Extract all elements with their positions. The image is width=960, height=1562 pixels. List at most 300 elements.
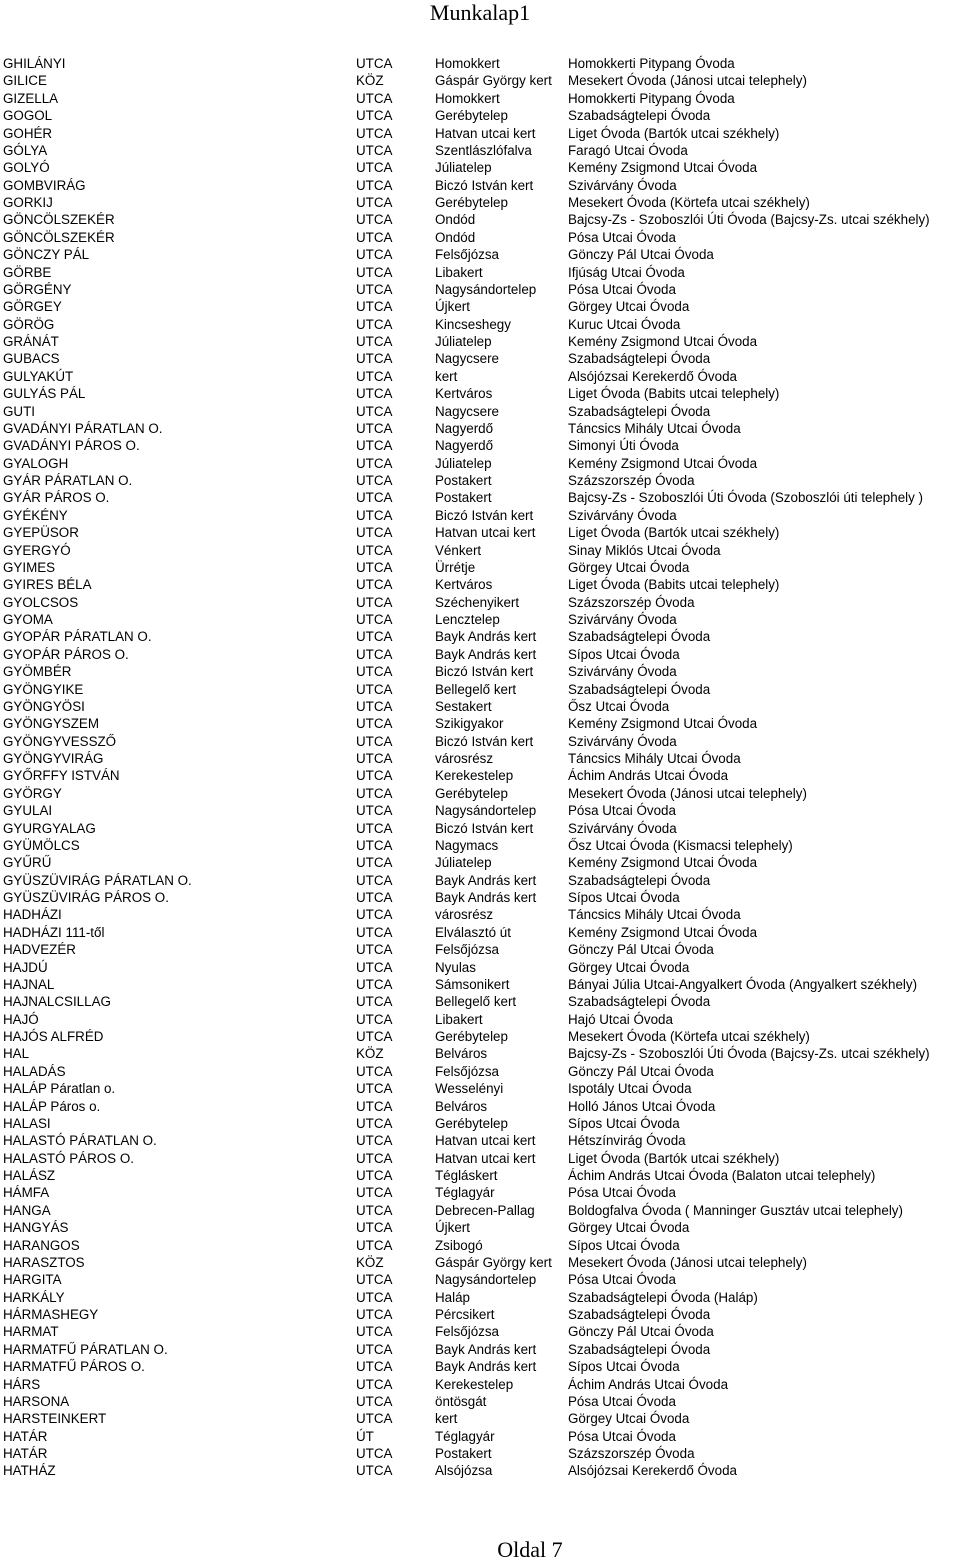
street-type-cell: UTCA — [356, 438, 393, 454]
street-name-cell: HADHÁZI — [3, 907, 62, 923]
table-row — [0, 333, 960, 350]
street-name-cell: GYIRES BÉLA — [3, 577, 92, 593]
street-type-cell: UTCA — [356, 247, 393, 263]
street-type-cell: UTCA — [356, 594, 393, 610]
kindergarten-cell: Szabadságtelepi Óvoda — [568, 1341, 711, 1357]
street-type-cell: UTCA — [356, 1220, 393, 1236]
street-name-cell: HANGA — [3, 1202, 51, 1218]
district-cell: Újkert — [435, 299, 470, 315]
street-name-cell: GÖRÖG — [3, 316, 55, 332]
street-type-cell: UTCA — [356, 646, 393, 662]
kindergarten-cell: Bányai Júlia Utcai-Angyalkert Óvoda (Angyalkert székhely) — [568, 976, 918, 992]
district-cell: Bellegelő kert — [435, 994, 517, 1010]
district-cell: Nagycsere — [435, 351, 500, 367]
table-row — [0, 1410, 960, 1427]
table-row — [0, 802, 960, 819]
kindergarten-cell: Áchim András Utcai Óvoda (Balaton utcai telephely) — [568, 1168, 876, 1183]
street-name-cell: GÖNCZY PÁL — [3, 247, 90, 263]
street-name-cell: GYÖNGYIKE — [3, 681, 84, 697]
district-cell: Felsőjózsa — [435, 247, 500, 263]
district-cell: Postakert — [435, 1446, 492, 1461]
street-name-cell: GYEPÜSOR — [3, 525, 79, 541]
table-row — [0, 316, 960, 333]
district-cell: Alsójózsa — [435, 1463, 493, 1479]
district-cell: Gerébytelep — [435, 1115, 508, 1131]
kindergarten-cell: Sípos Utcai Óvoda — [568, 1237, 680, 1253]
kindergarten-cell: Pósa Utcai Óvoda — [568, 1428, 676, 1444]
street-name-cell: GILICE — [3, 73, 47, 89]
table-row — [0, 472, 960, 489]
street-name-cell: GYÖMBÉR — [3, 664, 72, 680]
street-name-cell: HALASI — [3, 1115, 51, 1131]
district-cell: Sámsonikert — [435, 976, 510, 992]
street-name-cell: GYOLCSOS — [3, 594, 79, 610]
kindergarten-cell: Kemény Zsigmond Utcai Óvoda — [568, 855, 758, 871]
district-cell: Nagysándortelep — [435, 281, 537, 297]
street-name-cell: GYÖRGY — [3, 785, 62, 801]
street-type-cell: UTCA — [356, 177, 393, 193]
street-type-cell: UTCA — [356, 281, 393, 297]
street-name-cell: GORKIJ — [3, 195, 53, 210]
street-name-cell: GOGOL — [3, 108, 53, 124]
street-type-cell: UTCA — [356, 1289, 393, 1305]
district-cell: Libakert — [435, 1011, 483, 1027]
street-name-cell: GIZELLA — [3, 90, 59, 106]
table-row — [0, 941, 960, 958]
kindergarten-cell: Áchim András Utcai Óvoda — [568, 1376, 729, 1392]
street-type-cell: UTCA — [356, 681, 393, 697]
district-cell: Wesselényi — [435, 1081, 504, 1097]
kindergarten-cell: Kemény Zsigmond Utcai Óvoda — [568, 334, 758, 349]
street-type-cell: UTCA — [356, 490, 393, 506]
street-type-cell: UTCA — [356, 351, 393, 367]
street-type-cell: UTCA — [356, 1341, 393, 1357]
street-type-cell: UTCA — [356, 525, 393, 541]
table-row — [0, 455, 960, 472]
street-type-cell: UTCA — [356, 577, 393, 593]
district-cell: Kertváros — [435, 386, 493, 402]
table-row — [0, 820, 960, 837]
street-name-cell: GYERGYÓ — [3, 542, 71, 558]
kindergarten-cell: Kuruc Utcai Óvoda — [568, 316, 681, 332]
street-name-cell: HARMATFŰ PÁRATLAN O. — [3, 1341, 168, 1357]
table-row — [0, 142, 960, 159]
table-row — [0, 681, 960, 698]
street-type-cell: UTCA — [356, 420, 393, 436]
street-type-cell: UTCA — [356, 1150, 393, 1166]
kindergarten-cell: Liget Óvoda (Bartók utcai székhely) — [568, 525, 780, 541]
table-row — [0, 298, 960, 315]
street-type-cell: UTCA — [356, 368, 393, 384]
table-row — [0, 107, 960, 124]
street-name-cell: GÖNCÖLSZEKÉR — [3, 212, 115, 228]
street-type-cell: UTCA — [356, 959, 393, 975]
district-cell: Nagycsere — [435, 403, 500, 419]
street-name-cell: HADVEZÉR — [3, 942, 76, 958]
kindergarten-cell: Pósa Utcai Óvoda — [568, 803, 676, 819]
street-type-cell: UTCA — [356, 837, 393, 853]
kindergarten-cell: Szabadságtelepi Óvoda — [568, 872, 711, 888]
street-type-cell: UTCA — [356, 316, 393, 332]
kindergarten-cell: Szabadságtelepi Óvoda — [568, 1307, 711, 1322]
district-cell: Vénkert — [435, 542, 482, 558]
kindergarten-cell: Mesekert Óvoda (Jánosi utcai telephely) — [568, 785, 807, 801]
street-type-cell: UTCA — [356, 386, 393, 402]
street-name-cell: GYŐRFFY ISTVÁN — [3, 768, 120, 784]
district-cell: öntösgát — [435, 1393, 487, 1409]
district-cell: Postakert — [435, 490, 492, 506]
table-row — [0, 993, 960, 1010]
sheet-title: Munkalap1 — [429, 0, 531, 25]
district-cell: Elválasztó út — [435, 924, 511, 940]
district-cell: Lencztelep — [435, 612, 500, 627]
district-cell: Tégláskert — [435, 1168, 498, 1183]
district-cell: Biczó István kert — [435, 820, 534, 836]
street-name-cell: GRÁNÁT — [3, 334, 59, 349]
table-row — [0, 733, 960, 750]
district-cell: Felsőjózsa — [435, 1063, 500, 1079]
district-cell: Biczó István kert — [435, 733, 534, 749]
street-type-cell: UTCA — [356, 473, 393, 488]
street-type-cell: UTCA — [356, 629, 393, 645]
district-cell: Biczó István kert — [435, 664, 534, 680]
kindergarten-cell: Szabadságtelepi Óvoda — [568, 629, 711, 645]
street-name-cell: HÁRS — [3, 1376, 41, 1392]
street-type-cell: UTCA — [356, 1115, 393, 1131]
table-row — [0, 837, 960, 854]
street-type-cell: UTCA — [356, 403, 393, 419]
district-cell: Pércsikert — [435, 1307, 495, 1322]
street-name-cell: HALASTÓ PÁROS O. — [3, 1150, 134, 1166]
kindergarten-cell: Liget Óvoda (Bartók utcai székhely) — [568, 1150, 780, 1166]
district-cell: Felsőjózsa — [435, 942, 500, 958]
street-name-cell: HARKÁLY — [3, 1289, 65, 1305]
street-name-cell: HAJÓ — [3, 1011, 39, 1027]
table-row — [0, 1011, 960, 1028]
table-row — [0, 524, 960, 541]
district-cell: Gerébytelep — [435, 195, 508, 210]
district-cell: Nyulas — [435, 959, 476, 975]
street-type-cell: UTCA — [356, 1185, 393, 1201]
kindergarten-cell: Szivárvány Óvoda — [568, 507, 677, 523]
district-cell: Széchenyikert — [435, 594, 520, 610]
street-name-cell: HARSTEINKERT — [3, 1411, 107, 1427]
district-cell: Gerébytelep — [435, 108, 508, 124]
street-table — [0, 55, 960, 1480]
district-cell: Bayk András kert — [435, 872, 537, 888]
street-type-cell: UTCA — [356, 855, 393, 871]
district-cell: Nagymacs — [435, 837, 499, 853]
street-type-cell: UTCA — [356, 195, 393, 210]
table-row — [0, 437, 960, 454]
district-cell: Ondód — [435, 229, 476, 245]
street-name-cell: HANGYÁS — [3, 1220, 69, 1236]
table-row — [0, 1306, 960, 1323]
district-cell: Nagysándortelep — [435, 803, 537, 819]
street-type-cell: UTCA — [356, 1446, 393, 1461]
street-name-cell: GYÁR PÁROS O. — [3, 490, 110, 506]
street-type-cell: UTCA — [356, 1011, 393, 1027]
street-type-cell: UTCA — [356, 1133, 393, 1149]
kindergarten-cell: Szivárvány Óvoda — [568, 664, 677, 680]
district-cell: Hatvan utcai kert — [435, 1133, 536, 1149]
kindergarten-cell: Görgey Utcai Óvoda — [568, 299, 690, 315]
table-row — [0, 1080, 960, 1097]
table-row — [0, 559, 960, 576]
kindergarten-cell: Szabadságtelepi Óvoda — [568, 994, 711, 1010]
district-cell: Felsőjózsa — [435, 1324, 500, 1340]
table-row — [0, 420, 960, 437]
district-cell: Újkert — [435, 1220, 470, 1236]
table-row — [0, 403, 960, 420]
table-row — [0, 1445, 960, 1462]
table-row — [0, 55, 960, 72]
street-type-cell: UTCA — [356, 1324, 393, 1340]
street-type-cell: UTCA — [356, 1029, 393, 1044]
kindergarten-cell: Táncsics Mihály Utcai Óvoda — [568, 751, 741, 766]
kindergarten-cell: Mesekert Óvoda (Jánosi utcai telephely) — [568, 1254, 807, 1270]
street-type-cell: UTCA — [356, 1307, 393, 1322]
kindergarten-cell: Sinay Miklós Utcai Óvoda — [568, 542, 721, 558]
kindergarten-cell: Kemény Zsigmond Utcai Óvoda — [568, 716, 758, 732]
street-type-cell: UTCA — [356, 125, 393, 141]
district-cell: Téglagyár — [435, 1428, 495, 1444]
kindergarten-cell: Holló János Utcai Óvoda — [568, 1098, 716, 1114]
street-type-cell: UTCA — [356, 1411, 393, 1427]
kindergarten-cell: Liget Óvoda (Bartók utcai székhely) — [568, 125, 780, 141]
street-type-cell: UTCA — [356, 733, 393, 749]
street-name-cell: GYŰRŰ — [3, 855, 52, 871]
street-type-cell: UTCA — [356, 108, 393, 124]
street-type-cell: KÖZ — [356, 1046, 384, 1062]
street-type-cell: UTCA — [356, 698, 393, 714]
kindergarten-cell: Pósa Utcai Óvoda — [568, 1272, 676, 1288]
table-row — [0, 750, 960, 767]
kindergarten-cell: Szabadságtelepi Óvoda (Haláp) — [568, 1289, 758, 1305]
street-name-cell: HALÁP Páros o. — [3, 1098, 101, 1114]
district-cell: Bayk András kert — [435, 646, 537, 662]
street-name-cell: GUBACS — [3, 351, 60, 367]
street-type-cell: UTCA — [356, 890, 393, 905]
street-type-cell: UTCA — [356, 994, 393, 1010]
kindergarten-cell: Szabadságtelepi Óvoda — [568, 108, 711, 124]
table-row — [0, 194, 960, 211]
kindergarten-cell: Faragó Utcai Óvoda — [568, 142, 688, 158]
district-cell: Belváros — [435, 1098, 488, 1114]
district-cell: Kerekestelep — [435, 1376, 514, 1392]
district-cell: Debrecen-Pallag — [435, 1202, 535, 1218]
street-name-cell: GÓLYA — [3, 142, 48, 158]
street-name-cell: GVADÁNYI PÁROS O. — [3, 438, 140, 454]
kindergarten-cell: Gönczy Pál Utcai Óvoda — [568, 942, 714, 958]
street-name-cell: HAJDÚ — [3, 959, 48, 975]
district-cell: Biczó István kert — [435, 507, 534, 523]
district-cell: Kertváros — [435, 577, 493, 593]
kindergarten-cell: Görgey Utcai Óvoda — [568, 559, 690, 575]
district-cell: Szentlászlófalva — [435, 142, 532, 158]
street-name-cell: HÁRMASHEGY — [3, 1307, 99, 1322]
street-type-cell: UTCA — [356, 751, 393, 766]
table-row — [0, 594, 960, 611]
street-type-cell: UTCA — [356, 1168, 393, 1183]
kindergarten-cell: Bajcsy-Zs - Szoboszlói Úti Óvoda (Szoboszlói úti telephely ) — [568, 490, 923, 506]
district-cell: Gáspár György kert — [435, 73, 552, 89]
district-cell: Bayk András kert — [435, 1359, 537, 1375]
kindergarten-cell: Táncsics Mihály Utcai Óvoda — [568, 420, 741, 436]
table-row — [0, 854, 960, 871]
street-type-cell: UTCA — [356, 455, 393, 471]
street-type-cell: UTCA — [356, 542, 393, 558]
street-name-cell: HAL — [3, 1046, 30, 1062]
street-name-cell: HALÁSZ — [3, 1168, 56, 1183]
street-type-cell: UTCA — [356, 803, 393, 819]
table-row — [0, 611, 960, 628]
kindergarten-cell: Sípos Utcai Óvoda — [568, 890, 680, 905]
street-type-cell: UTCA — [356, 1063, 393, 1079]
street-type-cell: UTCA — [356, 1081, 393, 1097]
street-name-cell: GOHÉR — [3, 125, 53, 141]
street-type-cell: UTCA — [356, 820, 393, 836]
street-name-cell: GULYÁS PÁL — [3, 386, 86, 402]
kindergarten-cell: Liget Óvoda (Babits utcai telephely) — [568, 577, 780, 593]
street-type-cell: UTCA — [356, 559, 393, 575]
district-cell: Nagysándortelep — [435, 1272, 537, 1288]
district-cell: Belváros — [435, 1046, 488, 1062]
table-row — [0, 72, 960, 89]
table-row — [0, 1167, 960, 1184]
kindergarten-cell: Ifjúság Utcai Óvoda — [568, 264, 685, 280]
street-name-cell: GYÉKÉNY — [3, 507, 68, 523]
table-row — [0, 1028, 960, 1045]
table-row — [0, 889, 960, 906]
table-row — [0, 663, 960, 680]
street-name-cell: HALASTÓ PÁRATLAN O. — [3, 1133, 157, 1149]
street-name-cell: GYÖNGYSZEM — [3, 716, 99, 732]
table-row — [0, 785, 960, 802]
street-name-cell: HARMATFŰ PÁROS O. — [3, 1359, 145, 1375]
street-name-cell: GOLYÓ — [3, 160, 50, 176]
district-cell: városrész — [435, 751, 494, 766]
street-type-cell: UTCA — [356, 872, 393, 888]
district-cell: Sestakert — [435, 698, 492, 714]
street-name-cell: HAJNAL — [3, 976, 55, 992]
kindergarten-cell: Áchim András Utcai Óvoda — [568, 768, 729, 784]
district-cell: Zsibogó — [435, 1237, 483, 1253]
street-name-cell: GYÖNGYVESSZŐ — [3, 733, 117, 749]
kindergarten-cell: Bajcsy-Zs - Szoboszlói Úti Óvoda (Bajcsy-Zs. utcai székhely) — [568, 1046, 930, 1062]
district-cell: Júliatelep — [435, 160, 492, 176]
street-type-cell: UTCA — [356, 229, 393, 245]
table-row — [0, 959, 960, 976]
street-type-cell: KÖZ — [356, 73, 384, 89]
street-type-cell: UTCA — [356, 942, 393, 958]
table-row — [0, 1132, 960, 1149]
table-row — [0, 125, 960, 142]
table-row — [0, 1219, 960, 1236]
table-row — [0, 489, 960, 506]
street-name-cell: HATHÁZ — [3, 1463, 56, 1479]
street-name-cell: GYOPÁR PÁRATLAN O. — [3, 629, 152, 645]
street-name-cell: GHILÁNYI — [3, 56, 66, 71]
district-cell: Júliatelep — [435, 455, 492, 471]
table-row — [0, 1289, 960, 1306]
kindergarten-cell: Görgey Utcai Óvoda — [568, 1220, 690, 1236]
district-cell: kert — [435, 1411, 458, 1427]
table-row — [0, 246, 960, 263]
street-type-cell: UTCA — [356, 785, 393, 801]
kindergarten-cell: Szabadságtelepi Óvoda — [568, 403, 711, 419]
kindergarten-cell: Gönczy Pál Utcai Óvoda — [568, 247, 714, 263]
kindergarten-cell: Táncsics Mihály Utcai Óvoda — [568, 907, 741, 923]
kindergarten-cell: Százszorszép Óvoda — [568, 473, 695, 488]
kindergarten-cell: Mesekert Óvoda (Körtefa utcai székhely) — [568, 1029, 810, 1044]
street-name-cell: GYÜSZÜVIRÁG PÁRATLAN O. — [3, 872, 192, 888]
table-row — [0, 906, 960, 923]
street-type-cell: UTCA — [356, 924, 393, 940]
street-name-cell: GULYAKÚT — [3, 368, 74, 384]
district-cell: Hatvan utcai kert — [435, 525, 536, 541]
street-name-cell: HAJNALCSILLAG — [3, 994, 111, 1010]
kindergarten-cell: Bajcsy-Zs - Szoboszlói Úti Óvoda (Bajcsy-Zs. utcai székhely) — [568, 212, 930, 228]
district-cell: Libakert — [435, 264, 483, 280]
table-row — [0, 1202, 960, 1219]
kindergarten-cell: Szivárvány Óvoda — [568, 733, 677, 749]
kindergarten-cell: Szabadságtelepi Óvoda — [568, 351, 711, 367]
street-name-cell: GUTI — [3, 403, 35, 419]
kindergarten-cell: Ősz Utcai Óvoda (Kismacsi telephely) — [568, 837, 793, 853]
table-row — [0, 368, 960, 385]
table-row — [0, 976, 960, 993]
kindergarten-cell: Kemény Zsigmond Utcai Óvoda — [568, 160, 758, 176]
table-row — [0, 1254, 960, 1271]
page-number: Oldal 7 — [497, 1537, 563, 1562]
district-cell: Homokkert — [435, 56, 500, 71]
street-type-cell: UTCA — [356, 299, 393, 315]
street-type-cell: UTCA — [356, 1393, 393, 1409]
kindergarten-cell: Sípos Utcai Óvoda — [568, 1359, 680, 1375]
district-cell: Ondód — [435, 212, 476, 228]
table-row — [0, 211, 960, 228]
kindergarten-cell: Hétszínvirág Óvoda — [568, 1133, 686, 1149]
street-name-cell: HATÁR — [3, 1446, 48, 1461]
street-name-cell: HARGITA — [3, 1272, 62, 1288]
street-name-cell: GÖRGÉNY — [3, 281, 72, 297]
district-cell: Júliatelep — [435, 334, 492, 349]
kindergarten-cell: Pósa Utcai Óvoda — [568, 229, 676, 245]
district-cell: Biczó István kert — [435, 177, 534, 193]
table-row — [0, 1115, 960, 1132]
kindergarten-cell: Pósa Utcai Óvoda — [568, 1393, 676, 1409]
street-name-cell: GYIMES — [3, 559, 56, 575]
kindergarten-cell: Ősz Utcai Óvoda — [568, 698, 670, 714]
street-name-cell: GYULAI — [3, 803, 53, 819]
table-row — [0, 698, 960, 715]
street-name-cell: HÁMFA — [3, 1185, 50, 1201]
kindergarten-cell: Alsójózsai Kerekerdő Óvoda — [568, 368, 737, 384]
table-row — [0, 872, 960, 889]
kindergarten-cell: Ispotály Utcai Óvoda — [568, 1081, 692, 1097]
table-row — [0, 264, 960, 281]
street-name-cell: HALÁP Páratlan o. — [3, 1081, 116, 1097]
street-type-cell: UTCA — [356, 264, 393, 280]
district-cell: Szikigyakor — [435, 716, 504, 732]
street-type-cell: UTCA — [356, 1272, 393, 1288]
street-name-cell: HARANGOS — [3, 1237, 80, 1253]
district-cell: Bayk András kert — [435, 890, 537, 905]
table-row — [0, 159, 960, 176]
table-row — [0, 646, 960, 663]
street-name-cell: HADHÁZI 111-től — [3, 924, 105, 940]
